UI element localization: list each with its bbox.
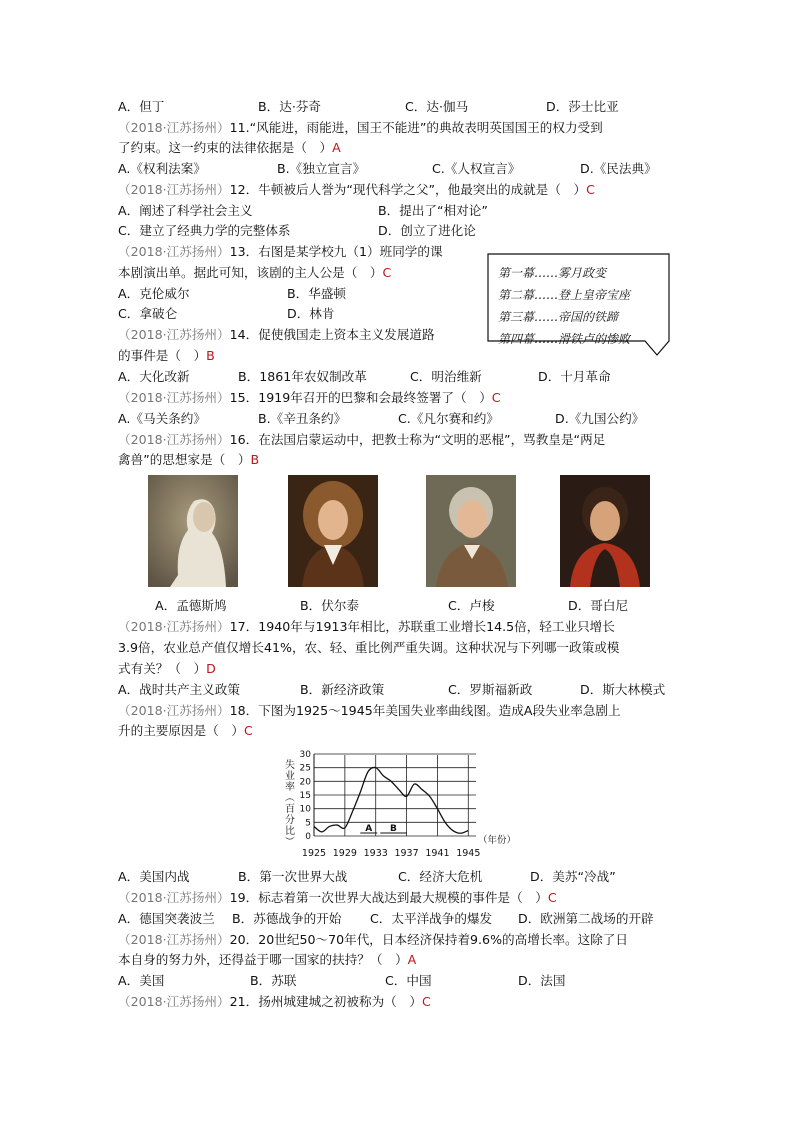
q15-answer: C [491, 390, 501, 405]
portrait-copernicus [560, 475, 650, 587]
q17-option-b: B．新经济政策 [300, 682, 385, 697]
q17-text1: 17．1940年与1913年相比，苏联重工业增长14.5倍，轻工业只增长 [229, 619, 615, 634]
q17-line2 [118, 638, 619, 658]
q20-text2: 本自身的努力外，还得益于哪一国家的扶持？（ ） [118, 952, 408, 967]
q11-option-d: D.《民法典》 [580, 161, 657, 176]
q14-option-d: D．十月革命 [538, 369, 611, 384]
q11-option-c: C.《人权宣言》 [432, 161, 521, 176]
q13-option-a: A．克伦威尔 [118, 286, 190, 301]
q21-text1: 21．扬州城建城之初被称为（ ） [229, 994, 422, 1009]
q21-source: （2018·江苏扬州） [118, 994, 230, 1009]
q18-line2 [118, 721, 253, 741]
q17-option-d: D．斯大林模式 [580, 682, 666, 697]
q20-option-a: A．美国 [118, 973, 165, 988]
q17-line1 [118, 617, 615, 637]
x-tick-label: 1925 [301, 848, 327, 859]
q18-option-b: B．第一次世界大战 [238, 869, 348, 884]
q14-option-b: B．1861年农奴制改革 [238, 369, 367, 384]
q15-option-d: D.《九国公约》 [555, 411, 645, 426]
q14-source: （2018·江苏扬州） [118, 327, 230, 342]
q12-answer: C [586, 182, 595, 197]
q14-line2 [118, 346, 215, 366]
y-label-char: 失 [285, 760, 295, 771]
q15-option-b: B.《辛丑条约》 [258, 411, 347, 426]
q20-line2 [118, 950, 416, 970]
y-tick-label: 5 [305, 818, 311, 829]
q14-text2: 的事件是（ ） [118, 348, 207, 363]
q18-option-a: A．美国内战 [118, 869, 190, 884]
y-label-char: 比 [285, 826, 295, 837]
y-tick-label: 25 [299, 763, 311, 774]
q14-text1: 14．促使俄国走上资本主义发展道路 [229, 327, 435, 342]
q20-option-d: D．法国 [518, 973, 566, 988]
program-act-4: 第四幕……滑铁卢的惨败 [498, 332, 631, 346]
q10-option-b: B．达·芬奇 [258, 99, 322, 114]
chart-segments [360, 824, 406, 834]
q12-text1: 12．牛顿被后人誉为“现代科学之父”，他最突出的成就是（ ） [229, 182, 587, 197]
q13-option-d: D．林肯 [287, 306, 335, 321]
q14-line1 [118, 325, 435, 345]
q11-answer: A [332, 140, 341, 155]
x-tick-label: 1933 [363, 848, 388, 859]
q17-text3: 式有关？（ ） [118, 661, 207, 676]
chart-x-axis-label: （年份） [478, 835, 517, 846]
q15-option-a: A.《马关条约》 [118, 411, 206, 426]
q20-answer: A [407, 952, 417, 967]
q13-option-b: B．华盛顿 [287, 286, 347, 301]
y-tick-label: 30 [299, 750, 311, 760]
portrait-montesquieu [148, 475, 238, 587]
q13-source: （2018·江苏扬州） [118, 244, 230, 259]
y-tick-label: 10 [299, 804, 311, 815]
q11-line1 [118, 118, 603, 138]
q17-option-c: C．罗斯福新政 [448, 682, 533, 697]
program-act-1: 第一幕……雾月政变 [498, 266, 607, 280]
q18-option-c: C．经济大危机 [398, 869, 483, 884]
y-label-char: 业 [285, 771, 295, 782]
y-label-char: 百 [285, 804, 295, 815]
q16-line1 [118, 430, 605, 450]
q20-source: （2018·江苏扬州） [118, 932, 230, 947]
q15-option-c: C.《凡尔赛和约》 [398, 411, 499, 426]
q18-source: （2018·江苏扬州） [118, 703, 230, 718]
x-tick-label: 1937 [394, 848, 419, 859]
q12-source: （2018·江苏扬州） [118, 182, 230, 197]
q11-source: （2018·江苏扬州） [118, 120, 230, 135]
q14-option-a: A．大化改新 [118, 369, 190, 384]
q13-option-c: C．拿破仑 [118, 306, 178, 321]
q20-text1: 20．20世纪50～70年代，日本经济保持着9.6%的高增长率。这除了日 [229, 932, 628, 947]
q19-answer: C [547, 890, 557, 905]
q12-option-a: A．阐述了科学社会主义 [118, 203, 253, 218]
q17-option-a: A．战时共产主义政策 [118, 682, 240, 697]
q17-text2: 3.9倍，农业总产值仅增长41%，农、轻、重比例严重失调。这种状况与下列哪一政策或模 [118, 640, 620, 655]
q16-source: （2018·江苏扬州） [118, 432, 230, 447]
q21-line1 [118, 992, 431, 1012]
chart-y-axis-label [283, 758, 295, 846]
q18-option-d: D．美苏“冷战” [530, 869, 616, 884]
q16-line2 [118, 450, 259, 470]
q11-text1: 11.“风能进，雨能进，国王不能进”的典故表明英国国王的权力受到 [229, 120, 603, 135]
q16-text2: 禽兽”的思想家是（ ） [118, 452, 251, 467]
q12-option-d: D．创立了进化论 [378, 223, 476, 238]
y-label-char: 分 [285, 815, 295, 826]
q20-option-b: B．苏联 [250, 973, 297, 988]
q10-option-c: C．达·伽马 [405, 99, 469, 114]
q18-text2: 升的主要原因是（ ） [118, 723, 244, 738]
q18-line1 [118, 701, 621, 721]
q21-answer: C [421, 994, 431, 1009]
y-label-char: （ [283, 792, 294, 802]
q11-option-a: A.《权利法案》 [118, 161, 206, 176]
q12-option-b: B．提出了“相对论” [378, 203, 488, 218]
q18-text1: 18．下图为1925～1945年美国失业率曲线图。造成A段失业率急剧上 [229, 703, 621, 718]
y-tick-label: 15 [299, 791, 311, 801]
q17-line3 [118, 659, 216, 679]
q19-option-a: A．德国突袭波兰 [118, 911, 215, 926]
x-tick-label: 1945 [456, 848, 481, 859]
q15-text1: 15．1919年召开的巴黎和会最终签署了（ ） [229, 390, 492, 405]
q17-source: （2018·江苏扬州） [118, 619, 230, 634]
q19-line1 [118, 888, 557, 908]
chart-ticks [300, 750, 481, 859]
q16-text1: 16．在法国启蒙运动中，把教士称为“文明的恶棍”，骂教皇是“两足 [229, 432, 606, 447]
q13-text1: 13．右图是某学校九（1）班同学的课 [229, 244, 443, 259]
portrait-voltaire [288, 475, 378, 587]
q15-line1 [118, 388, 501, 408]
q14-answer: B [206, 348, 215, 363]
q16-option-d: D．哥白尼 [568, 598, 629, 613]
unemployment-chart [280, 748, 520, 860]
q19-option-b: B．苏德战争的开始 [232, 911, 342, 926]
y-label-char: ） [283, 836, 294, 846]
q20-option-c: C．中国 [385, 973, 432, 988]
x-tick-label: 1941 [425, 848, 450, 859]
q12-option-c: C．建立了经典力学的完整体系 [118, 223, 291, 238]
q19-option-d: D．欧洲第二战场的开辟 [518, 911, 654, 926]
q19-option-c: C．太平洋战争的爆发 [370, 911, 493, 926]
q14-option-c: C．明治维新 [410, 369, 482, 384]
q17-answer: D [206, 661, 216, 676]
q16-answer: B [250, 452, 260, 467]
q19-source: （2018·江苏扬州） [118, 890, 230, 905]
q11-line2 [118, 138, 341, 158]
q15-source: （2018·江苏扬州） [118, 390, 230, 405]
segment-label: B [390, 824, 397, 834]
q10-option-a: A．但丁 [118, 99, 165, 114]
q12-line1 [118, 180, 595, 200]
q13-answer: C [382, 265, 392, 280]
q11-option-b: B.《独立宣言》 [277, 161, 366, 176]
program-act-3: 第三幕……帝国的铁蹄 [498, 310, 619, 324]
q16-option-b: B．伏尔泰 [300, 598, 360, 613]
q16-option-a: A．孟德斯鸠 [155, 598, 227, 613]
q18-answer: C [243, 723, 253, 738]
q11-text2: 了约束。这一约束的法律依据是（ ） [118, 140, 333, 155]
segment-label: A [365, 824, 373, 834]
q13-line1 [118, 242, 443, 262]
q16-option-c: C．卢梭 [448, 598, 495, 613]
q20-line1 [118, 930, 628, 950]
q13-line2 [118, 263, 391, 283]
y-tick-label: 0 [305, 832, 311, 842]
y-tick-label: 20 [299, 777, 311, 788]
q19-text1: 19．标志着第一次世界大战达到最大规模的事件是（ ） [229, 890, 548, 905]
y-label-char: 率 [285, 782, 295, 793]
x-tick-label: 1929 [332, 848, 357, 859]
q10-option-d: D．莎士比亚 [546, 99, 619, 114]
q13-text2: 本剧演出单。据此可知，该剧的主人公是（ ） [118, 265, 383, 280]
program-act-2: 第二幕……登上皇帝宝座 [498, 288, 631, 302]
portrait-rousseau [426, 475, 516, 587]
